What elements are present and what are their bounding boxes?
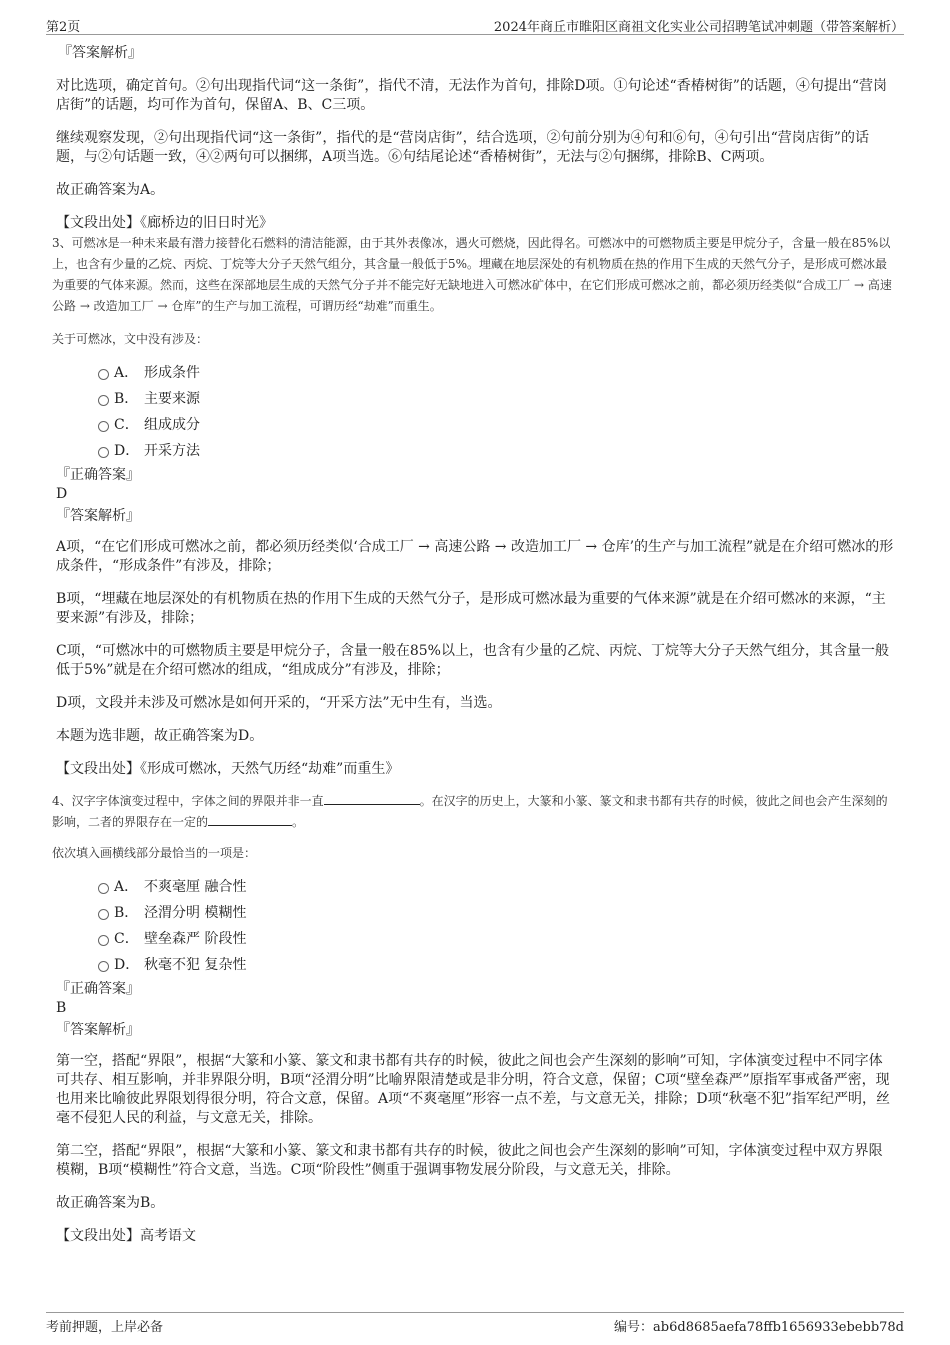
analysis-paragraph: 第一空，搭配“界限”，根据“大篆和小篆、篆文和隶书都有共存的时候，彼此之间也会产生深刻的影响”可知，字体演变过程中不同字体可共存、相互影响，并非界限分明，B项“泾渭分明”比喻界限清楚或是非分明，符合文意，保留；C项“壁垒森严”原指军事戒备严密，现也用来比喻彼此界限划得很分明，符合文意，保留。A项“不爽毫厘”形容一点不差，与文意无关，排除；D项“秋毫不犯”指军纪严明，丝毫不侵犯人民的利益，与文意无关，排除。 <box>56 1053 890 1126</box>
option-a[interactable] <box>56 360 894 386</box>
option-c[interactable] <box>56 412 894 438</box>
question-stem <box>52 791 894 833</box>
page-content <box>52 44 894 1246</box>
page-header <box>46 14 904 35</box>
stem-text: 。 <box>292 815 305 829</box>
analysis-heading: 『答案解析』 <box>56 508 140 524</box>
answer-heading: 『正确答案』 <box>56 467 140 483</box>
answer-conclusion: 故正确答案为A。 <box>56 182 165 198</box>
option-c[interactable] <box>56 926 894 952</box>
stem-text: 4、汉字字体演变过程中，字体之间的界限并非一直 <box>52 794 324 808</box>
option-text: 形成条件 <box>144 365 200 381</box>
fill-blank <box>208 812 292 826</box>
radio-icon[interactable] <box>98 883 109 894</box>
correct-answer: D <box>56 486 68 502</box>
option-text: 组成成分 <box>144 417 200 433</box>
radio-icon[interactable] <box>98 909 109 920</box>
radio-icon[interactable] <box>98 421 109 432</box>
answer-conclusion: 故正确答案为B。 <box>56 1195 165 1211</box>
option-a[interactable] <box>56 874 894 900</box>
option-letter: C． <box>114 417 139 433</box>
option-d[interactable] <box>56 438 894 464</box>
option-letter: A． <box>114 365 139 381</box>
option-letter: B． <box>114 391 139 407</box>
radio-icon[interactable] <box>98 447 109 458</box>
radio-icon[interactable] <box>98 961 109 972</box>
option-letter: D． <box>114 957 140 973</box>
radio-icon[interactable] <box>98 369 109 380</box>
radio-icon[interactable] <box>98 935 109 946</box>
document-code: 编号：ab6d8685aefa78ffb1656933ebebb78d <box>614 1320 904 1335</box>
analysis-heading: 『答案解析』 <box>56 1022 140 1038</box>
page-footer <box>46 1312 904 1335</box>
radio-icon[interactable] <box>98 395 109 406</box>
answer-heading: 『正确答案』 <box>56 981 140 997</box>
option-text: 开采方法 <box>144 443 200 459</box>
correct-answer: B <box>56 1000 67 1016</box>
option-letter: B． <box>114 905 139 921</box>
document-title: 2024年商丘市睢阳区商祖文化实业公司招聘笔试冲刺题（带答案解析） <box>493 20 904 35</box>
option-text: 秋毫不犯 复杂性 <box>144 957 247 973</box>
option-text: 壁垒森严 阶段性 <box>144 931 247 947</box>
option-text: 不爽毫厘 融合性 <box>144 879 247 895</box>
question-prompt: 关于可燃冰，文中没有涉及： <box>52 332 209 346</box>
question-stem: 3、可燃冰是一种未来最有潜力接替化石燃料的清洁能源，由于其外表像冰，遇火可燃烧，因此得名。可燃冰中的可燃物质主要是甲烷分子，含量一般在85%以上，也含有少量的乙烷、丙烷、丁烷等大分子天然气组分，其含量一般低于5%。埋藏在地层深处的有机物质在热的作用下生成的天然气分子，是形成可燃冰最为重要的气体来源。然而，这些在深部地层生成的天然气分子并不能完好无缺地进入可燃冰矿体中，在它们形成可燃冰之前，都必须历经类似“合成工厂 → 高速公路 → 改造加工厂 → 仓库”的生产与加工流程，可谓历经“劫难”而重生。 <box>52 236 892 313</box>
analysis-paragraph: 第二空，搭配“界限”，根据“大篆和小篆、篆文和隶书都有共存的时候，彼此之间也会产生深刻的影响”可知，字体演变过程中双方界限模糊，B项“模糊性”符合文意，当选。C项“阶段性”侧重于强调事物发展分阶段，与文意无关，排除。 <box>56 1143 883 1178</box>
option-text: 主要来源 <box>144 391 200 407</box>
stem-text: 。在汉字的历史上，大篆和小篆、篆文和隶书都有共存的时候，彼此之间也会产生深刻的影响，二者的界限存在一定的 <box>52 794 888 829</box>
option-text: 泾渭分明 模糊性 <box>144 905 247 921</box>
option-letter: C． <box>114 931 139 947</box>
option-b[interactable] <box>56 386 894 412</box>
option-letter: D． <box>114 443 140 459</box>
question-prompt: 依次填入画横线部分最恰当的一项是： <box>52 846 257 860</box>
analysis-paragraph: C项，“可燃冰中的可燃物质主要是甲烷分子，含量一般在85%以上，也含有少量的乙烷、丙烷、丁烷等大分子天然气组分，其含量一般低于5%”就是在介绍可燃冰的组成，“组成成分”有涉及，排除； <box>56 643 889 678</box>
footer-slogan: 考前押题，上岸必备 <box>46 1320 164 1335</box>
analysis-paragraph: D项，文段并未涉及可燃冰是如何开采的，“开采方法”无中生有，当选。 <box>56 695 502 711</box>
page-number: 第2页 <box>46 20 81 35</box>
option-b[interactable] <box>56 900 894 926</box>
option-letter: A． <box>114 879 139 895</box>
analysis-heading: 『答案解析』 <box>58 45 142 61</box>
analysis-paragraph: 对比选项，确定首句。②句出现指代词“这一条街”，指代不清，无法作为首句，排除D项。①句论述“香椿树街”的话题，④句提出“营岗店街”的话题，均可作为首句，保留A、B、C三项。 <box>56 78 888 113</box>
analysis-paragraph: B项，“埋藏在地层深处的有机物质在热的作用下生成的天然气分子，是形成可燃冰最为重要的气体来源”就是在介绍可燃冰的来源，“主要来源”有涉及，排除； <box>56 591 886 626</box>
fill-blank <box>324 791 420 805</box>
passage-source: 【文段出处】《形成可燃冰，天然气历经“劫难”而重生》 <box>56 761 400 777</box>
option-d[interactable] <box>56 952 894 978</box>
passage-source: 【文段出处】高考语文 <box>56 1228 196 1244</box>
analysis-paragraph: 继续观察发现，②句出现指代词“这一条街”，指代的是“营岗店街”，结合选项，②句前分别为④句和⑥句，④句引出“营岗店街”的话题，与②句话题一致，④②两句可以捆绑，A项当选。⑥句结尾论述“香椿树街”，无法与②句捆绑，排除B、C两项。 <box>56 130 869 165</box>
passage-source: 【文段出处】《廊桥边的旧日时光》 <box>56 215 273 231</box>
analysis-paragraph: A项，“在它们形成可燃冰之前，都必须历经类似‘合成工厂 → 高速公路 → 改造加工厂 → 仓库’的生产与加工流程”就是在介绍可燃冰的形成条件，“形成条件”有涉及，排除； <box>56 539 894 574</box>
answer-conclusion: 本题为选非题，故正确答案为D。 <box>56 728 264 744</box>
